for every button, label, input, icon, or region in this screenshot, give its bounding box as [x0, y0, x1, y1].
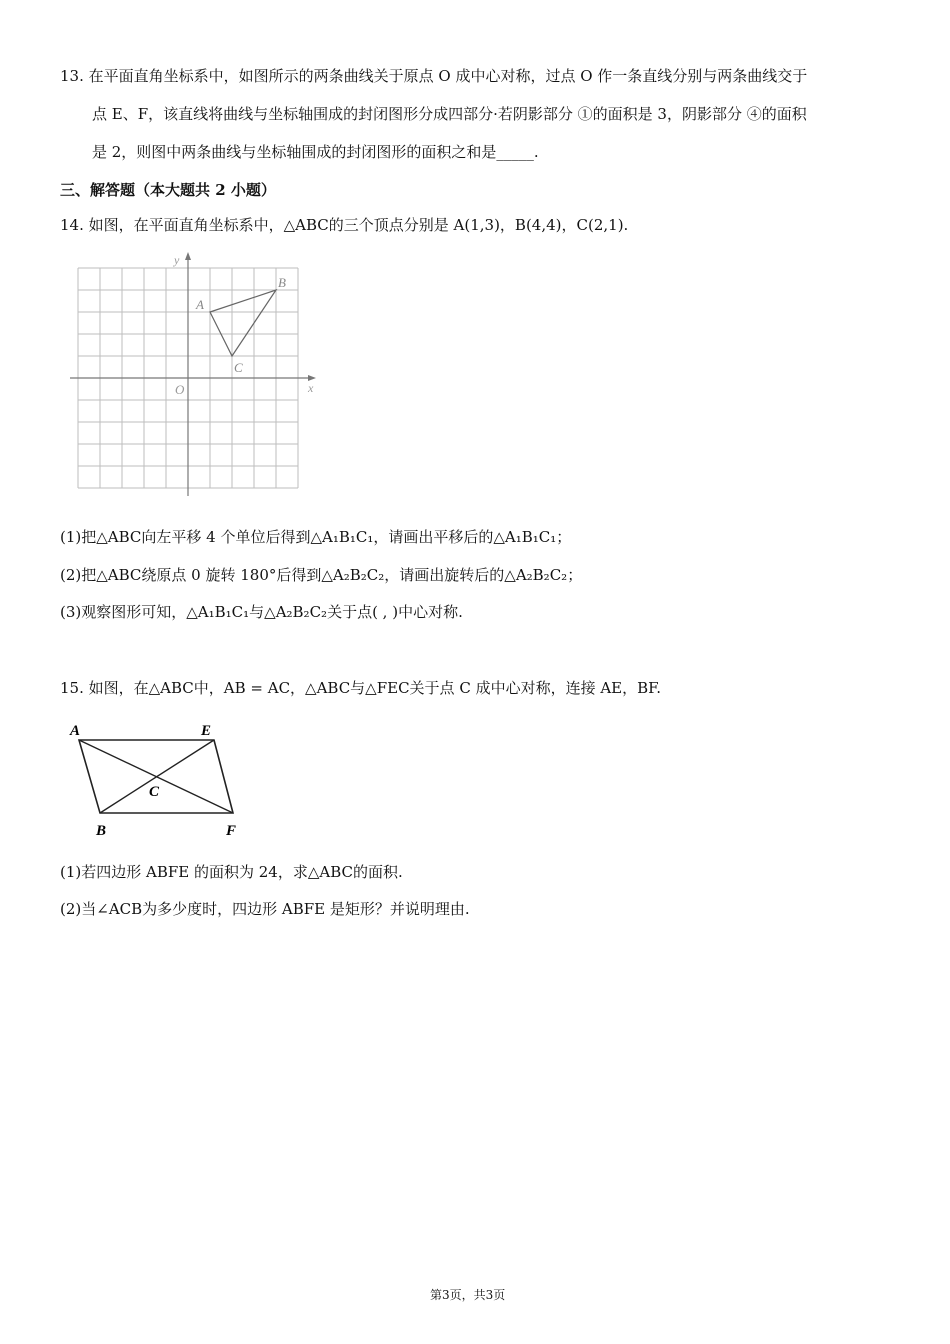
- q14-part-3: (3)观察图形可知，△A₁B₁C₁与△A₂B₂C₂关于点( , )中心对称.: [60, 603, 463, 621]
- y-axis-arrow-icon: [185, 252, 191, 260]
- section-heading: 三、解答题（本大题共 2 小题）: [60, 181, 276, 199]
- q15-part-2: (2)当∠ACB为多少度时，四边形 ABFE 是矩形？并说明理由.: [60, 900, 470, 918]
- point-c-label: C: [234, 360, 243, 375]
- q14-stem: 14. 如图，在平面直角坐标系中，△ABC的三个顶点分别是 A(1,3)，B(4,4)，C(2,1).: [60, 216, 629, 234]
- point-b-label: B: [278, 275, 286, 290]
- point-a-label: A: [196, 297, 204, 312]
- q14-part-1: (1)把△ABC向左平移 4 个单位后得到△A₁B₁C₁，请画出平移后的△A₁B₁C₁；: [60, 528, 572, 546]
- q15-stem: 15. 如图，在△ABC中，AB = AC，△ABC与△FEC关于点 C 成中心对称，连接 AE，BF.: [60, 679, 661, 697]
- origin-label: O: [175, 382, 185, 397]
- axis-y-label: y: [174, 253, 180, 267]
- diagonal-eb: [100, 740, 214, 813]
- q13-line-2: 点 E、F，该直线将曲线与坐标轴围成的封闭图形分成四部分·若阴影部分 ①的面积是 3，阴影部分 ④的面积: [92, 105, 807, 123]
- q14-coordinate-grid: [66, 250, 326, 502]
- q13-line-1: 13. 在平面直角坐标系中，如图所示的两条曲线关于原点 O 成中心对称，过点 O 作一条直线分别与两条曲线交于: [60, 67, 808, 85]
- label-b: B: [96, 823, 107, 839]
- label-f: F: [226, 823, 237, 839]
- axis-x-label: x: [308, 381, 314, 395]
- page-footer: 第3页，共3页: [430, 1288, 506, 1302]
- label-a: A: [70, 723, 81, 739]
- q14-part-2: (2)把△ABC绕原点 0 旋转 180°后得到△A₂B₂C₂，请画出旋转后的△A₂B₂C₂；: [60, 566, 583, 584]
- label-e: E: [201, 723, 212, 739]
- triangle-abc: [210, 290, 276, 356]
- label-c: C: [149, 784, 160, 800]
- q15-parallelogram-figure: [66, 715, 256, 843]
- q13-line-3: 是 2，则图中两条曲线与坐标轴围成的封闭图形的面积之和是_____.: [92, 143, 539, 161]
- q15-part-1: (1)若四边形 ABFE 的面积为 24，求△ABC的面积.: [60, 863, 403, 881]
